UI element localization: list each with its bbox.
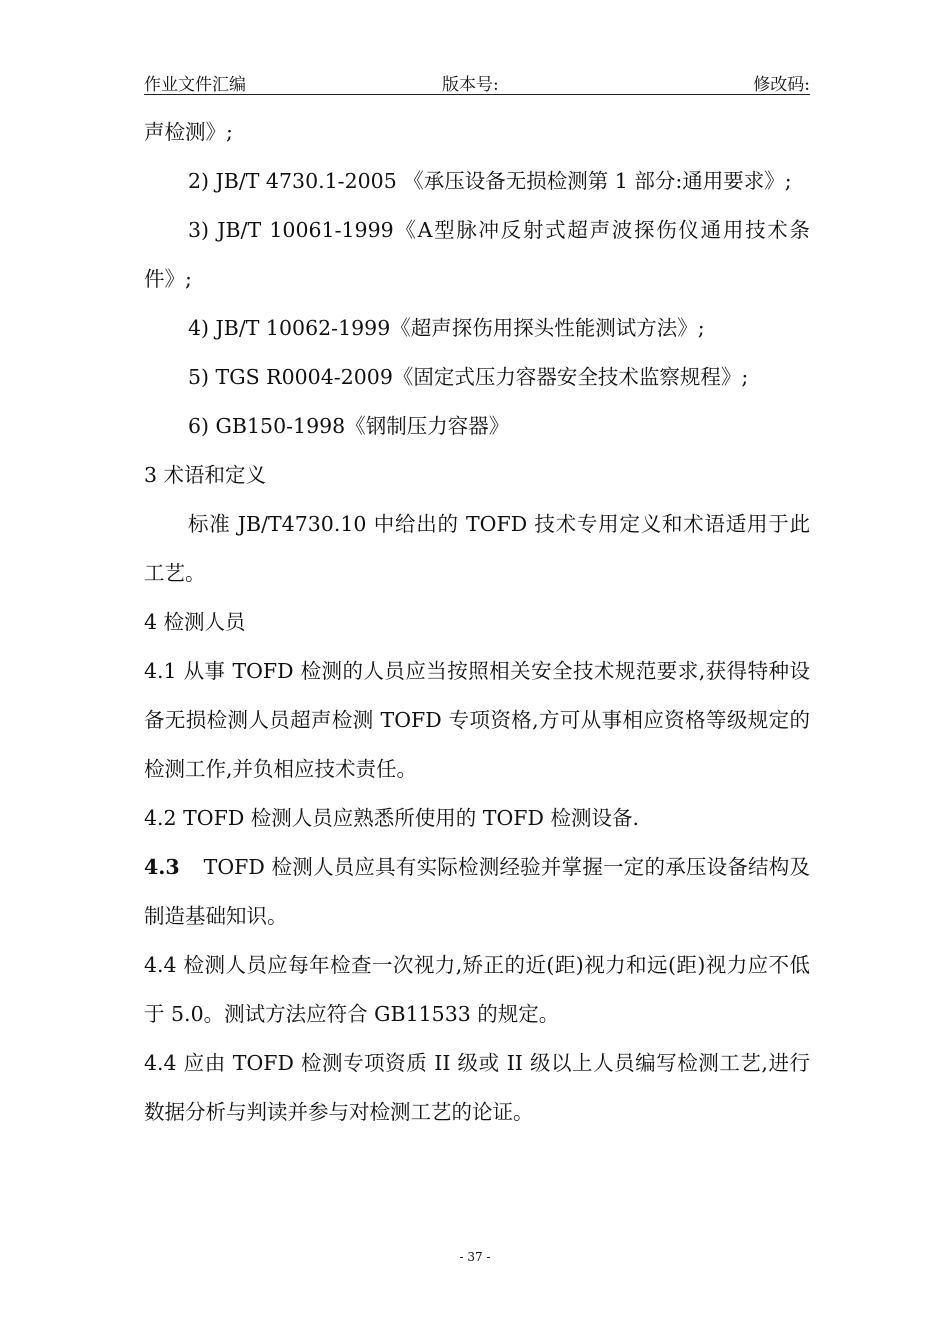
section-heading-personnel: 4 检测人员 (144, 610, 246, 634)
header-document-collection: 作业文件汇编 (144, 75, 246, 95)
reference-item-4: 4) JB/T 10062-1999《超声探伤用探头性能测试方法》; (188, 316, 705, 340)
clause-4-2: 4.2 TOFD 检测人员应熟悉所使用的 TOFD 检测设备. (144, 806, 639, 830)
terms-paragraph: 标准 JB/T4730.10 中给出的 TOFD 技术专用定义和术语适用于此工艺。 (144, 512, 810, 585)
clause-4-4-procedure: 4.4 应由 TOFD 检测专项资质 II 级或 II 级以上人员编写检测工艺,进行数据分析与判读并参与对检测工艺的论证。 (144, 1051, 810, 1124)
page-header (144, 68, 810, 95)
clause-4-1: 4.1 从事 TOFD 检测的人员应当按照相关安全技术规范要求,获得特种设备无损检测人员超声检测 TOFD 专项资格,方可从事相应资格等级规定的检测工作,并负相应技术责任。 (144, 659, 810, 781)
section-heading-terms: 3 术语和定义 (144, 463, 267, 487)
document-body (144, 108, 810, 1137)
header-version-number: 版本号: (442, 75, 499, 95)
clause-4-4-vision: 4.4 检测人员应每年检查一次视力,矫正的近(距)视力和远(距)视力应不低于 5.0。测试方法应符合 GB11533 的规定。 (144, 953, 810, 1026)
paragraph-continuation: 声检测》; (144, 120, 233, 144)
reference-item-5: 5) TGS R0004-2009《固定式压力容器安全技术监察规程》; (188, 365, 749, 389)
reference-item-6: 6) GB150-1998《钢制压力容器》 (188, 414, 510, 438)
page-number: - 37 - (459, 1250, 491, 1264)
clause-4-3-number: 4.3 (144, 855, 180, 879)
header-revision-code: 修改码: (753, 75, 810, 95)
clause-4-3 (144, 843, 810, 941)
clause-4-3-text: TOFD 检测人员应具有实际检测经验并掌握一定的承压设备结构及制造基础知识。 (144, 855, 810, 928)
reference-item-2: 2) JB/T 4730.1-2005 《承压设备无损检测第 1 部分:通用要求》; (188, 169, 792, 193)
reference-item-3: 3) JB/T 10061-1999《A型脉冲反射式超声波探伤仪通用技术条件》; (144, 218, 810, 291)
